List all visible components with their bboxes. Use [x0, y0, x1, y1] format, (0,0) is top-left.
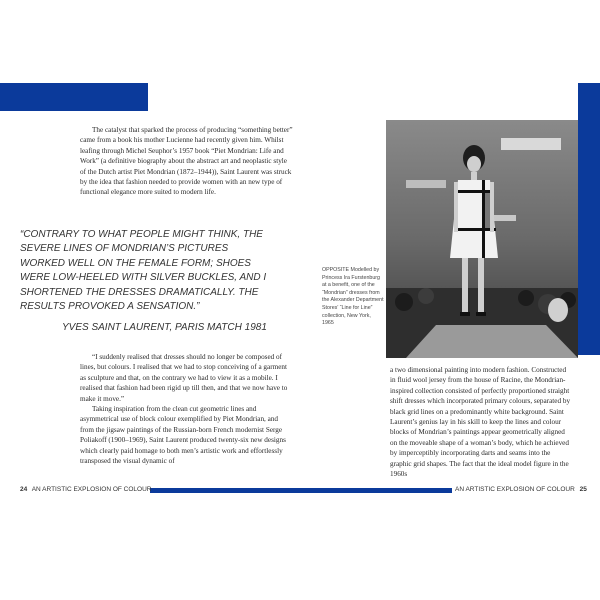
paragraph-text: Taking inspiration from the clean cut geometric lines and asymmetrical use of block colour exemplified by Piet Mondrian, and from the jigsaw paintings of the Russian-born French modernist Serge Poliakoff (1900–1969), Saint Laurent produced twenty-six new designs which clearly paid homage to both men’s artistic work and effortlessly transposed the visual dynamic of: [80, 405, 286, 466]
blue-footer-rule: [150, 488, 452, 493]
paragraph-text: The catalyst that sparked the process of producing “something better” came from a book his mother Lucienne had recently given him. Whilst leafing through Michel Seuphor’s 1957 book “Piet Mondrian: Life and Work” (a definitive biography about the abstract art and neoplastic style of the Dutch artist Piet Mondrian (1872–1944)), Saint Laurent was struck by the idea that fashion needed to provide women with an new type of functional elegance more suited to modern life.: [80, 126, 293, 197]
body-paragraph-right: [390, 365, 573, 479]
footer-left: [20, 486, 151, 493]
blue-accent-bar-left: [0, 83, 148, 111]
paragraph-text: a two dimensional painting into modern fashion. Constructed in fluid wool jersey from the house of Racine, the Mondrian-inspired collection consisted of perfectly proportioned straight shift dresses which incorporated primary colours, separated by black grid lines on a predominantly white background. Saint Laurent’s genius lay in his skill to keep the lines and colour blocks of Mondrian’s paintings appear geometrically aligned on the moveable shape of a woman’s body, which he achieved by imperceptibly incorporating darts and seams into the graphic grid shapes. The fact that the ideal model figure in the 1960s: [390, 366, 571, 479]
page-number-left: 24: [20, 486, 28, 493]
running-title-right: AN ARTISTIC EXPLOSION OF COLOUR: [455, 486, 575, 493]
footer-right: [455, 486, 587, 493]
running-title-left: AN ARTISTIC EXPLOSION OF COLOUR: [31, 486, 152, 493]
paragraph-text: “I suddenly realised that dresses should no longer be composed of lines, but colours. I realised that we had to stop conceiving of a garment as sculpture and that, on the contrary we had to view it as a mobile. I realised that fashion had been rigid up till then, and that we now have to make it move.”: [80, 353, 288, 403]
page-number-right: 25: [579, 486, 587, 493]
blue-accent-bar-right: [578, 83, 600, 355]
runway-photograph: [386, 120, 578, 358]
body-paragraph-left-lower: [80, 352, 293, 466]
pull-quote-author: YVES SAINT LAURENT, PARIS MATCH 1981: [62, 322, 267, 333]
body-paragraph-intro: [80, 125, 293, 198]
photo-illustration: [386, 120, 578, 358]
pull-quote: “CONTRARY TO WHAT PEOPLE MIGHT THINK, THE SEVERE LINES OF MONDRIAN’S PICTURES WORKED WELL ON THE FEMALE FORM; SHOES WERE LOW-HEELED WITH SILVER BUCKLES, AND I SHORTENED THE DRESSES DRAMATICALLY. THE RESULTS PROVOKED A SENSATION.”: [20, 229, 267, 313]
photo-caption: OPPOSITE Modelled by Princess Ira Furstenburg at a benefit, one of the “Mondrian” dresses from the Alexander Department Stores’ “Line for Line” collection, New York, 1965: [322, 267, 384, 327]
